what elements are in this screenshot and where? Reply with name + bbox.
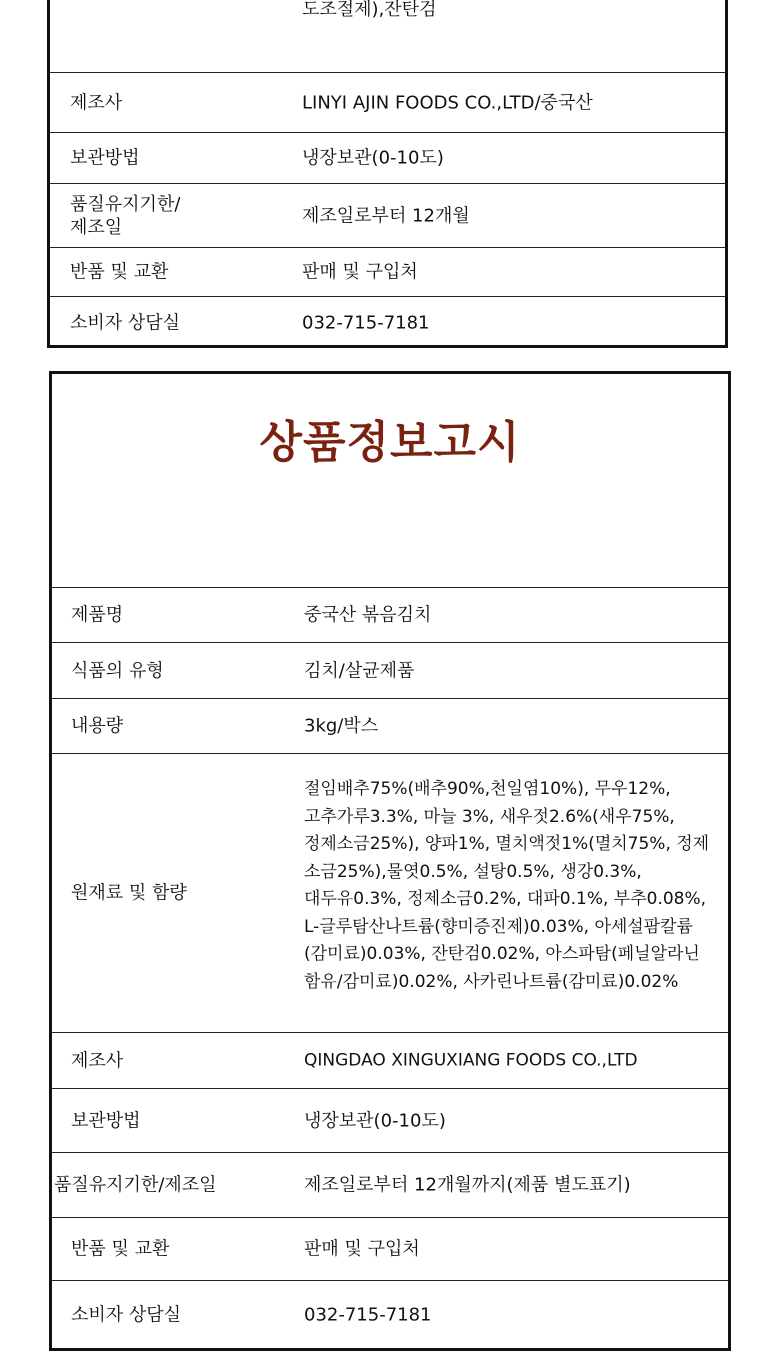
row-value-shelf-life: 제조일로부터 12개월까지(제품 별도표기): [304, 1174, 631, 1196]
table-row: [52, 753, 728, 1032]
table-row: [50, 247, 725, 296]
row-label-food-type: 식품의 유형: [71, 660, 164, 681]
table-row: [50, 72, 725, 132]
product-info-table-top: [47, 0, 728, 348]
ingredient-line: 정제소금25%), 양파1%, 멸치액젓1%(멸치75%, 정제: [304, 834, 710, 854]
ingredient-line: 함유/감미료)0.02%, 사카린나트륨(감미료)0.02%: [304, 971, 679, 992]
row-label-ingredients: 원재료 및 함량: [71, 882, 187, 904]
row-value-product-name: 중국산 볶음김치: [304, 604, 432, 626]
ingredient-line: L-글루탐산나트륨(향미증진제)0.03%, 아세설팜칼륨: [304, 916, 693, 937]
row-value-storage: 냉장보관(0-10도): [302, 147, 444, 169]
row-value-manufacturer: LINYI AJIN FOODS CO.,LTD/중국산: [302, 92, 593, 113]
row-label-storage: 보관방법: [71, 1110, 141, 1131]
row-value-returns: 판매 및 구입처: [304, 1238, 420, 1260]
row-label-manufacturer: 제조사: [70, 92, 123, 113]
table-row: [52, 587, 728, 642]
table-row: [50, 132, 725, 183]
table-row: [52, 1152, 728, 1217]
row-label-manufacturer: 제조사: [71, 1050, 124, 1071]
table-row: [50, 0, 725, 72]
table-row: [50, 183, 725, 247]
table-row: [52, 1032, 728, 1088]
row-label-storage: 보관방법: [70, 147, 140, 169]
row-value-manufacturer: QINGDAO XINGUXIANG FOODS CO.,LTD: [304, 1050, 638, 1070]
product-info-table: [49, 371, 731, 1351]
ingredient-line: (감미료)0.03%, 잔탄검0.02%, 아스파탐(페닐알라닌: [304, 944, 700, 964]
ingredient-line: 소금25%),물엿0.5%, 설탕0.5%, 생강0.3%,: [304, 861, 642, 882]
label-line: 품질유지기한/: [70, 193, 181, 215]
row-value-returns: 판매 및 구입처: [302, 261, 418, 283]
row-value-food-type: 김치/살균제품: [304, 660, 415, 681]
table-row: [52, 698, 728, 753]
row-label-net-weight: 내용량: [71, 715, 124, 737]
table-row: [52, 642, 728, 698]
page-title: 상품정보고시: [259, 417, 521, 468]
ingredient-line: 절임배추75%(배추90%,천일염10%), 무우12%,: [304, 779, 671, 799]
row-value-storage: 냉장보관(0-10도): [304, 1110, 446, 1131]
row-value-net-weight: 3kg/박스: [304, 715, 379, 737]
label-line: 제조일: [70, 216, 123, 238]
table-row: [52, 1217, 728, 1280]
table-row: [50, 296, 725, 348]
row-label-returns: 반품 및 교환: [70, 261, 169, 283]
row-label-shelf-life: [70, 193, 180, 239]
row-value-shelf-life: 제조일로부터 12개월: [302, 205, 470, 226]
table-row: [52, 1280, 728, 1348]
table-row: [52, 1088, 728, 1152]
ingredient-line: 대두유0.3%, 정제소금0.2%, 대파0.1%, 부추0.08%,: [304, 889, 707, 909]
ingredient-line: 고추가루3.3%, 마늘 3%, 새우젓2.6%(새우75%,: [304, 806, 675, 827]
row-label-shelf-life: 품질유지기한/제조일: [54, 1174, 217, 1196]
row-label-consumer-center: 소비자 상담실: [71, 1304, 182, 1325]
ingredients-fragment: 도조절제),잔탄검: [302, 0, 437, 20]
row-value-consumer-center: 032-715-7181: [302, 312, 430, 333]
row-label-consumer-center: 소비자 상담실: [70, 312, 181, 333]
row-value-ingredients: [304, 776, 709, 996]
row-label-returns: 반품 및 교환: [71, 1238, 170, 1260]
row-value-consumer-center: 032-715-7181: [304, 1304, 432, 1325]
title-row: [52, 374, 728, 587]
row-label-product-name: 제품명: [71, 604, 124, 626]
